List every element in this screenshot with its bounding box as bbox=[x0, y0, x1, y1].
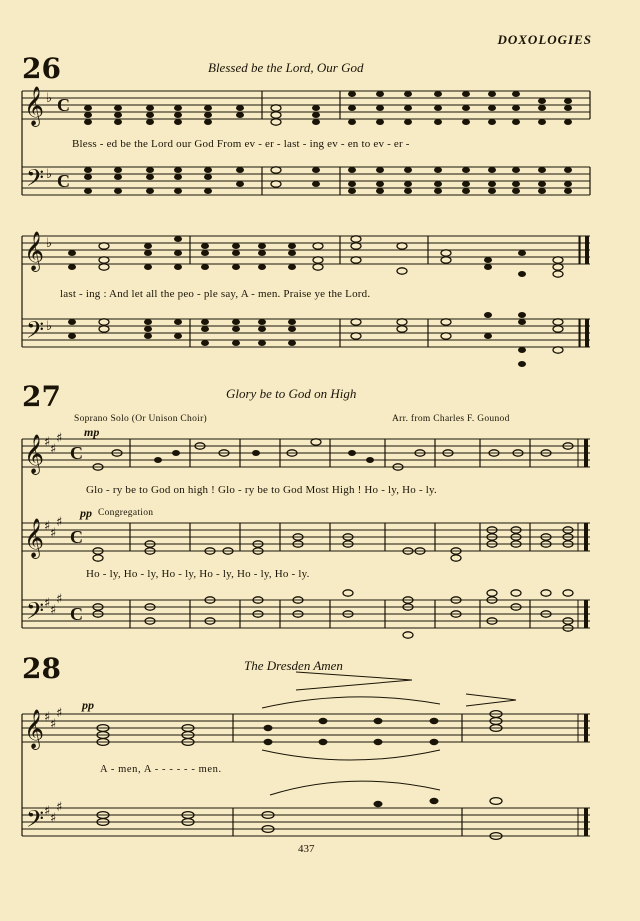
clefs bbox=[24, 86, 44, 838]
svg-text:𝄢: 𝄢 bbox=[26, 805, 45, 838]
lyrics-solo: Glo - ry be to God on high ! Glo - ry be to God Most High ! Ho - ly, Ho - ly. bbox=[86, 484, 437, 496]
dynamic-pp: pp bbox=[80, 506, 92, 520]
svg-text:♭: ♭ bbox=[46, 319, 53, 334]
hymn-number: 27 bbox=[22, 380, 61, 413]
staff-26-2-bass bbox=[22, 319, 590, 347]
svg-text:♯: ♯ bbox=[56, 515, 63, 530]
svg-text:♯: ♯ bbox=[56, 706, 63, 721]
slurs-28 bbox=[262, 672, 516, 795]
svg-text:𝄞: 𝄞 bbox=[24, 709, 45, 749]
svg-text:𝄞: 𝄞 bbox=[24, 231, 45, 271]
staff-27-solo bbox=[22, 439, 590, 467]
staff-27-congregation bbox=[22, 523, 590, 551]
svg-text:C: C bbox=[70, 527, 83, 547]
solo-label: Soprano Solo (Or Unison Choir) bbox=[74, 414, 208, 424]
svg-text:♯: ♯ bbox=[44, 804, 51, 819]
noteheads-28 bbox=[264, 718, 439, 807]
hymn-number: 26 bbox=[22, 52, 61, 85]
svg-text:♭: ♭ bbox=[46, 167, 53, 182]
dynamic-pp: pp bbox=[82, 698, 94, 712]
svg-text:𝄢: 𝄢 bbox=[26, 164, 45, 197]
svg-text:𝄢: 𝄢 bbox=[26, 597, 45, 630]
lyrics-amen: A - men, A - - - - - - men. bbox=[100, 764, 222, 775]
svg-text:C: C bbox=[57, 171, 70, 191]
hymn-title: The Dresden Amen bbox=[244, 658, 343, 673]
svg-text:♯: ♯ bbox=[50, 526, 57, 541]
staff-26-1-treble bbox=[22, 91, 590, 119]
attribution: Arr. from Charles F. Gounod bbox=[392, 414, 510, 424]
svg-text:♯: ♯ bbox=[44, 519, 51, 534]
svg-text:♯: ♯ bbox=[56, 592, 63, 607]
svg-text:♭: ♭ bbox=[46, 236, 53, 251]
congregation-label: Congregation bbox=[98, 508, 154, 518]
svg-text:𝄞: 𝄞 bbox=[24, 434, 45, 474]
barlines bbox=[22, 91, 590, 836]
staff-27-bass bbox=[22, 600, 590, 628]
svg-text:♯: ♯ bbox=[50, 442, 57, 457]
svg-text:C: C bbox=[57, 95, 70, 115]
hymn-title: Glory be to God on High bbox=[226, 386, 357, 401]
lyrics-line-1: Bless - ed be the Lord our God From ev - er - last - ing ev - en to ev - er - bbox=[72, 138, 410, 150]
svg-text:♯: ♯ bbox=[56, 800, 63, 815]
hymn-title: Blessed be the Lord, Our God bbox=[208, 60, 364, 75]
svg-text:♯: ♯ bbox=[44, 710, 51, 725]
noteheads-26-1 bbox=[84, 91, 572, 125]
halfnotes-27 bbox=[93, 439, 573, 638]
staff-26-1-bass bbox=[22, 167, 590, 195]
svg-text:C: C bbox=[70, 604, 83, 624]
svg-text:𝄞: 𝄞 bbox=[24, 86, 45, 126]
key-signatures bbox=[44, 91, 62, 826]
halfnotes-28 bbox=[97, 711, 502, 840]
section-header: DOXOLOGIES bbox=[497, 32, 592, 47]
svg-text:♯: ♯ bbox=[56, 431, 63, 446]
svg-text:♯: ♯ bbox=[50, 603, 57, 618]
dynamic-mp: mp bbox=[84, 425, 100, 439]
staff-26-2-treble bbox=[22, 236, 590, 264]
svg-text:♭: ♭ bbox=[46, 91, 53, 106]
hymn-number: 28 bbox=[22, 652, 61, 685]
svg-text:C: C bbox=[70, 443, 83, 463]
svg-text:♯: ♯ bbox=[44, 596, 51, 611]
svg-text:𝄞: 𝄞 bbox=[24, 518, 45, 558]
svg-text:♯: ♯ bbox=[50, 717, 57, 732]
page-number: 437 bbox=[298, 843, 315, 855]
svg-text:♯: ♯ bbox=[50, 811, 57, 826]
lyrics-line-2: last - ing : And let all the peo - ple say, A - men. Praise ye the Lord. bbox=[60, 288, 371, 300]
lyrics-congregation: Ho - ly, Ho - ly, Ho - ly, Ho - ly, Ho - ly, Ho - ly. bbox=[86, 568, 310, 580]
svg-text:♯: ♯ bbox=[44, 435, 51, 450]
svg-text:𝄢: 𝄢 bbox=[26, 316, 45, 349]
halfnotes-26-1 bbox=[271, 105, 281, 125]
